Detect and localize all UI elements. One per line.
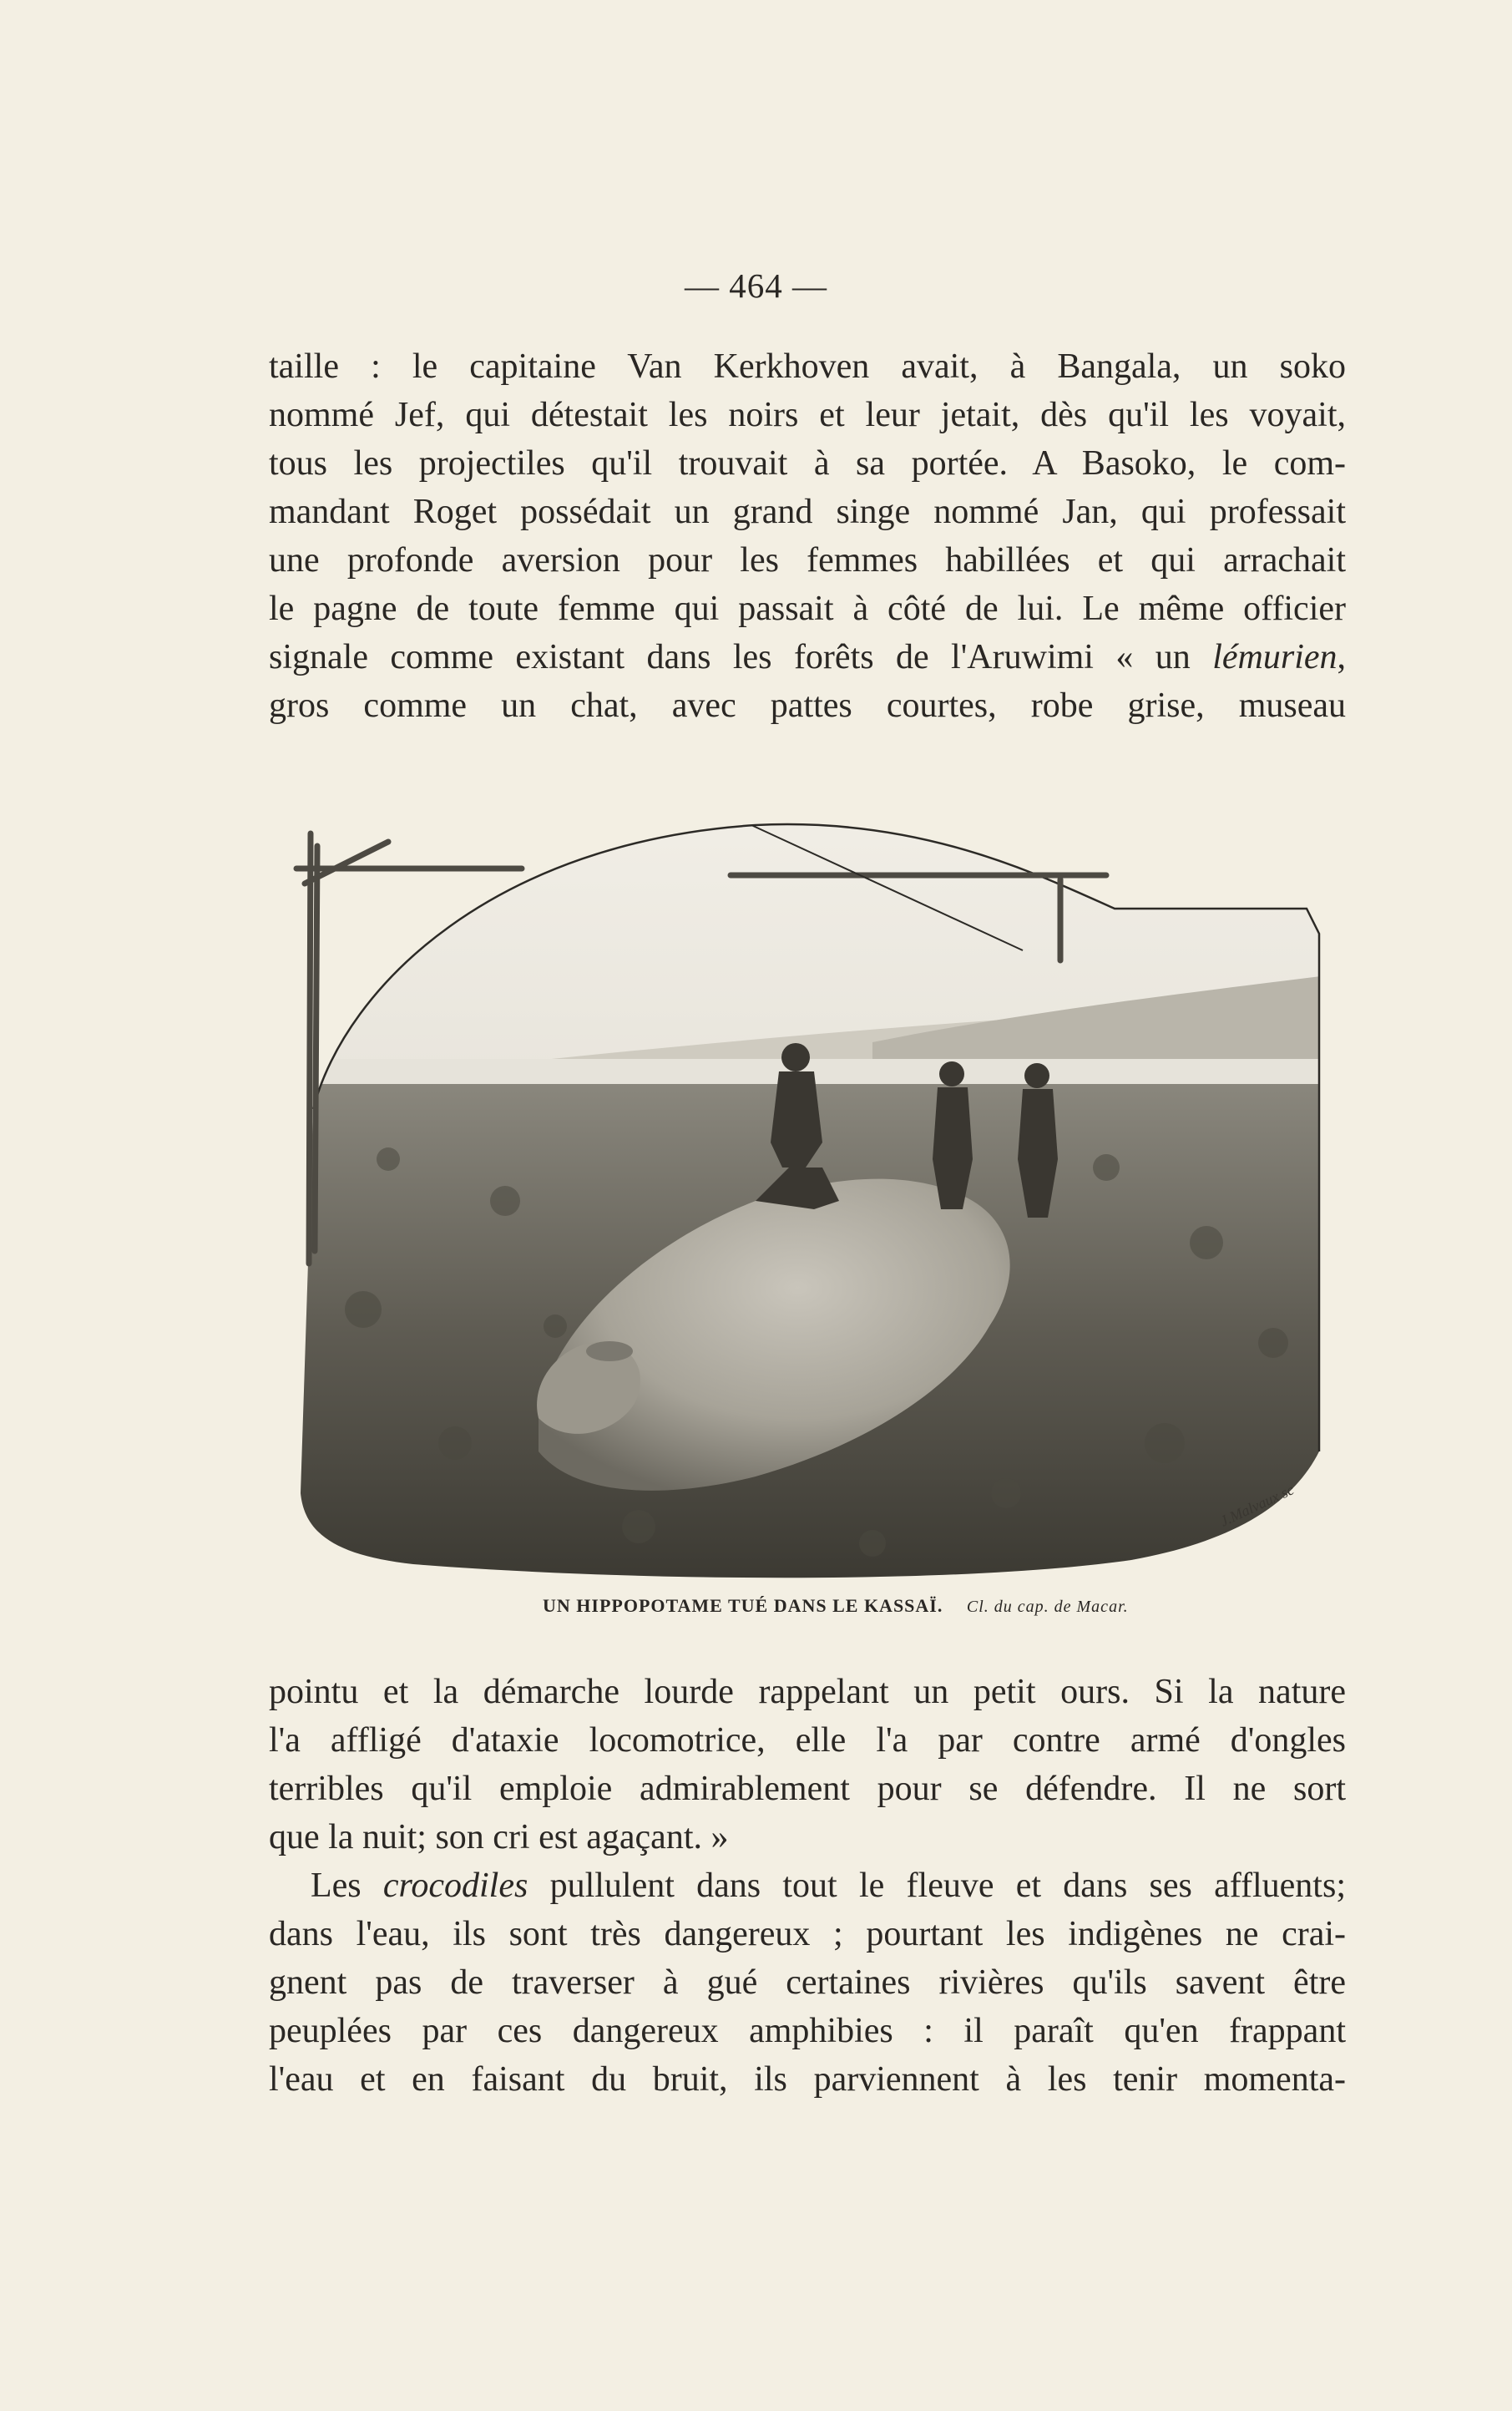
text-line: nommé Jef, qui détestait les noirs et leur jetait, dès qu'il les voyait, bbox=[269, 396, 1346, 434]
text-line: pointu et la démarche lourde rappelant un petit ours. Si la nature bbox=[269, 1673, 1346, 1711]
text-line: gros comme un chat, avec pattes courtes, robe grise, museau bbox=[269, 686, 1346, 725]
text-line: signale comme existant dans les forêts de l'Aruwimi « un lémurien, bbox=[269, 638, 1346, 676]
text-line: le pagne de toute femme qui passait à côté de lui. Le même officier bbox=[269, 590, 1346, 628]
text-line: une profonde aversion pour les femmes habillées et qui arrachait bbox=[269, 541, 1346, 580]
text-line: que la nuit; son cri est agaçant. » bbox=[269, 1818, 729, 1856]
text-line: mandant Roget possédait un grand singe nommé Jan, qui professait bbox=[269, 493, 1346, 531]
paragraph-top bbox=[269, 342, 1346, 730]
hippopotamus-photograph bbox=[288, 808, 1327, 1585]
text-line: l'a affligé d'ataxie locomotrice, elle l'a par contre armé d'ongles bbox=[269, 1721, 1346, 1760]
text-line: l'eau et en faisant du bruit, ils parviennent à les tenir momenta- bbox=[269, 2060, 1346, 2099]
text-line: taille : le capitaine Van Kerkhoven avait, à Bangala, un soko bbox=[269, 347, 1346, 386]
text-line: peuplées par ces dangereux amphibies : il paraît qu'en frappant bbox=[269, 2012, 1346, 2050]
text-line: terribles qu'il emploie admirablement pour se défendre. Il ne sort bbox=[269, 1770, 1346, 1808]
text-line: gnent pas de traverser à gué certaines rivières qu'ils savent être bbox=[269, 1963, 1346, 2002]
text-line: dans l'eau, ils sont très dangereux ; pourtant les indigènes ne crai- bbox=[269, 1915, 1346, 1953]
caption-title: UN HIPPOPOTAME TUÉ DANS LE KASSAÏ. bbox=[543, 1595, 943, 1616]
page-number: — 464 — bbox=[685, 266, 827, 305]
text-line: Les crocodiles pullulent dans tout le fleuve et dans ses affluents; bbox=[311, 1866, 1346, 1905]
caption-credit: Cl. du cap. de Macar. bbox=[966, 1598, 1129, 1616]
text-line: tous les projectiles qu'il trouvait à sa portée. A Basoko, le com- bbox=[269, 444, 1346, 483]
figure-caption bbox=[543, 1595, 1336, 1617]
paragraph-bottom bbox=[269, 1668, 1346, 2104]
engraver-signature: J.Malvaux sc bbox=[1217, 1481, 1297, 1530]
